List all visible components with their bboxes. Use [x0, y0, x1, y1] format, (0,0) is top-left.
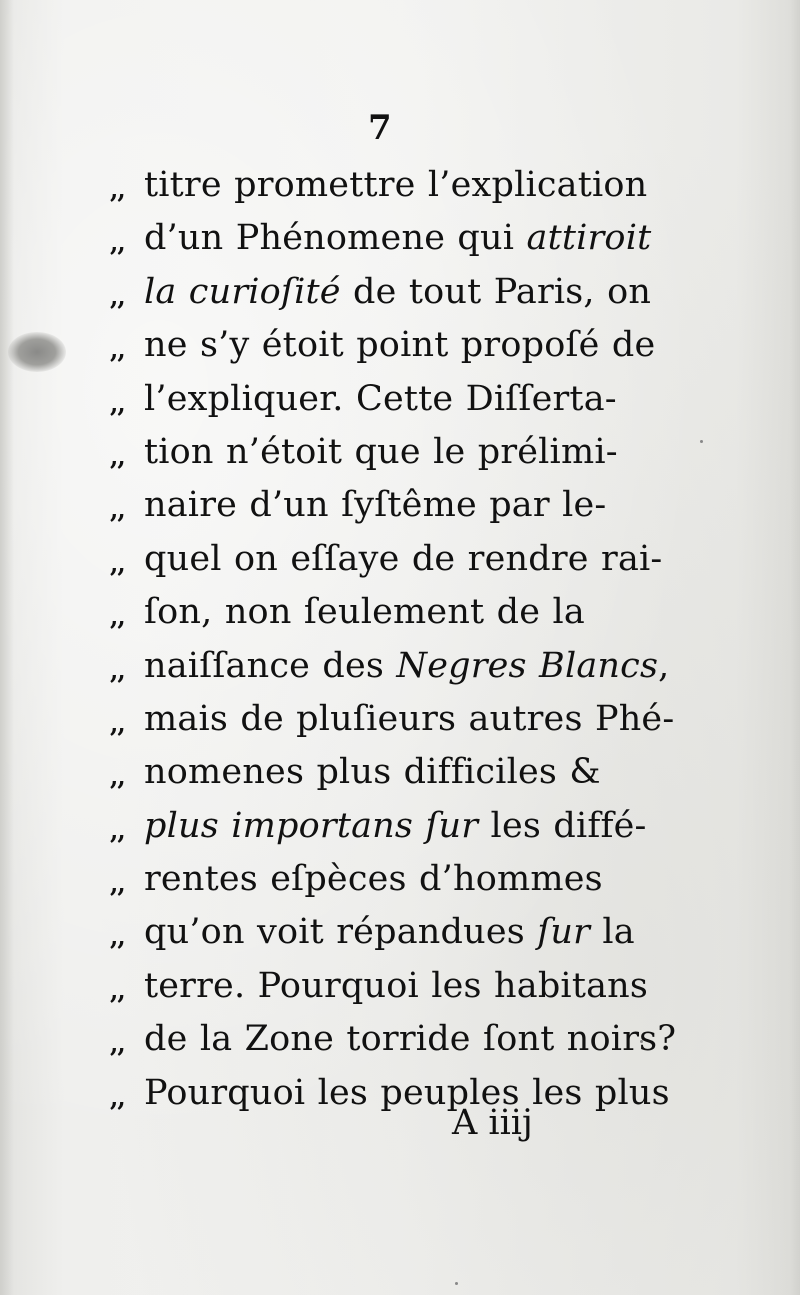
- quotation-mark: ,,: [110, 281, 125, 311]
- italic-phrase: plus importans ſur: [144, 805, 479, 846]
- quotation-mark: ,,: [110, 762, 125, 792]
- line-text: [144, 694, 674, 744]
- text-line: [110, 267, 650, 320]
- text-segment: quel on eſſaye de rendre rai-: [144, 538, 663, 579]
- line-text: [144, 534, 662, 584]
- paper-speck: [455, 1282, 458, 1285]
- quotation-mark: ,,: [110, 602, 125, 632]
- text-line: [110, 747, 650, 800]
- text-line: [110, 480, 650, 533]
- page-number: 7: [368, 108, 392, 148]
- signature-mark: A iiij: [452, 1103, 533, 1143]
- quotation-mark: ,,: [110, 1082, 125, 1112]
- line-text: [144, 480, 606, 530]
- text-segment: mais de pluſieurs autres Phé-: [144, 698, 675, 739]
- text-line: [110, 961, 650, 1014]
- text-segment: nomenes plus difficiles &: [144, 752, 601, 793]
- text-line: [110, 427, 650, 480]
- text-segment: naiſſance des: [144, 645, 397, 686]
- quotation-mark: ,,: [110, 175, 125, 204]
- quotation-mark: ,,: [110, 548, 125, 578]
- text-segment: terre. Pourquoi les habitans: [144, 965, 649, 1006]
- text-segment: ,: [658, 645, 670, 686]
- text-line: [110, 534, 663, 587]
- text-segment: ne s’y étoit point propoſé de: [144, 325, 656, 366]
- italic-phrase: attiroit: [526, 218, 652, 259]
- quotation-mark: ,,: [110, 1029, 125, 1059]
- line-text: [144, 374, 617, 424]
- text-segment: titre promettre l’explication: [144, 165, 648, 205]
- line-text: [144, 961, 648, 1011]
- quotation-mark: ,,: [110, 441, 125, 471]
- text-line: [110, 374, 650, 427]
- line-text: [144, 587, 585, 637]
- quotation-mark: ,,: [110, 335, 125, 365]
- text-line: [110, 1014, 677, 1067]
- line-text: [144, 854, 603, 904]
- line-text: [144, 213, 651, 263]
- quotation-mark: ,,: [110, 655, 125, 685]
- text-line: [110, 320, 656, 373]
- text-segment: qu’on voit répandues: [144, 912, 538, 953]
- quotation-mark: ,,: [110, 869, 125, 899]
- text-block: [110, 160, 677, 1121]
- quotation-mark: ,,: [110, 708, 125, 738]
- ink-stain: [8, 332, 66, 372]
- italic-phrase: ſur: [537, 912, 591, 953]
- page-edge-right: [790, 0, 800, 1295]
- line-text: [144, 801, 647, 851]
- text-segment: la: [590, 912, 635, 953]
- text-line: [110, 907, 650, 960]
- italic-phrase: la curioſité: [144, 271, 341, 312]
- quotation-mark: ,,: [110, 228, 125, 258]
- quotation-mark: ,,: [110, 922, 125, 952]
- line-text: [144, 160, 647, 210]
- italic-phrase: Negres Blancs: [396, 645, 659, 686]
- text-line: [110, 1068, 670, 1121]
- quotation-mark: ,,: [110, 388, 125, 418]
- quotation-mark: ,,: [110, 815, 125, 845]
- paper-speck: [700, 440, 703, 443]
- line-text: [144, 641, 669, 691]
- text-line: [110, 801, 650, 854]
- text-line: [110, 694, 675, 747]
- page-edge-left: [0, 0, 14, 1295]
- text-segment: tion n’étoit que le prélimi-: [144, 431, 618, 472]
- text-line: [110, 854, 650, 907]
- line-text: [144, 320, 655, 370]
- quotation-mark: ,,: [110, 975, 125, 1005]
- text-line: [110, 160, 650, 213]
- text-segment: les diffé-: [478, 805, 647, 846]
- text-segment: rentes eſpèces d’hommes: [144, 859, 603, 900]
- text-segment: l’expliquer. Cette Diſſerta-: [144, 378, 617, 419]
- text-segment: naire d’un ſyſtême par le-: [144, 485, 607, 526]
- text-segment: de tout Paris, on: [340, 271, 652, 312]
- text-line: [110, 641, 670, 694]
- line-text: [144, 1014, 676, 1064]
- line-text: [144, 907, 635, 957]
- quotation-mark: ,,: [110, 495, 125, 525]
- line-text: [144, 427, 618, 477]
- text-line: [110, 213, 650, 266]
- text-segment: de la Zone torride ſont noirs?: [144, 1019, 677, 1060]
- text-segment: Pourquoi les peuples les plus: [144, 1072, 670, 1113]
- text-segment: ſon, non ſeulement de la: [144, 592, 585, 633]
- text-segment: d’un Phénomene qui: [144, 218, 527, 259]
- line-text: [144, 747, 601, 797]
- text-line: [110, 587, 650, 640]
- line-text: [144, 1068, 670, 1118]
- line-text: [144, 267, 651, 317]
